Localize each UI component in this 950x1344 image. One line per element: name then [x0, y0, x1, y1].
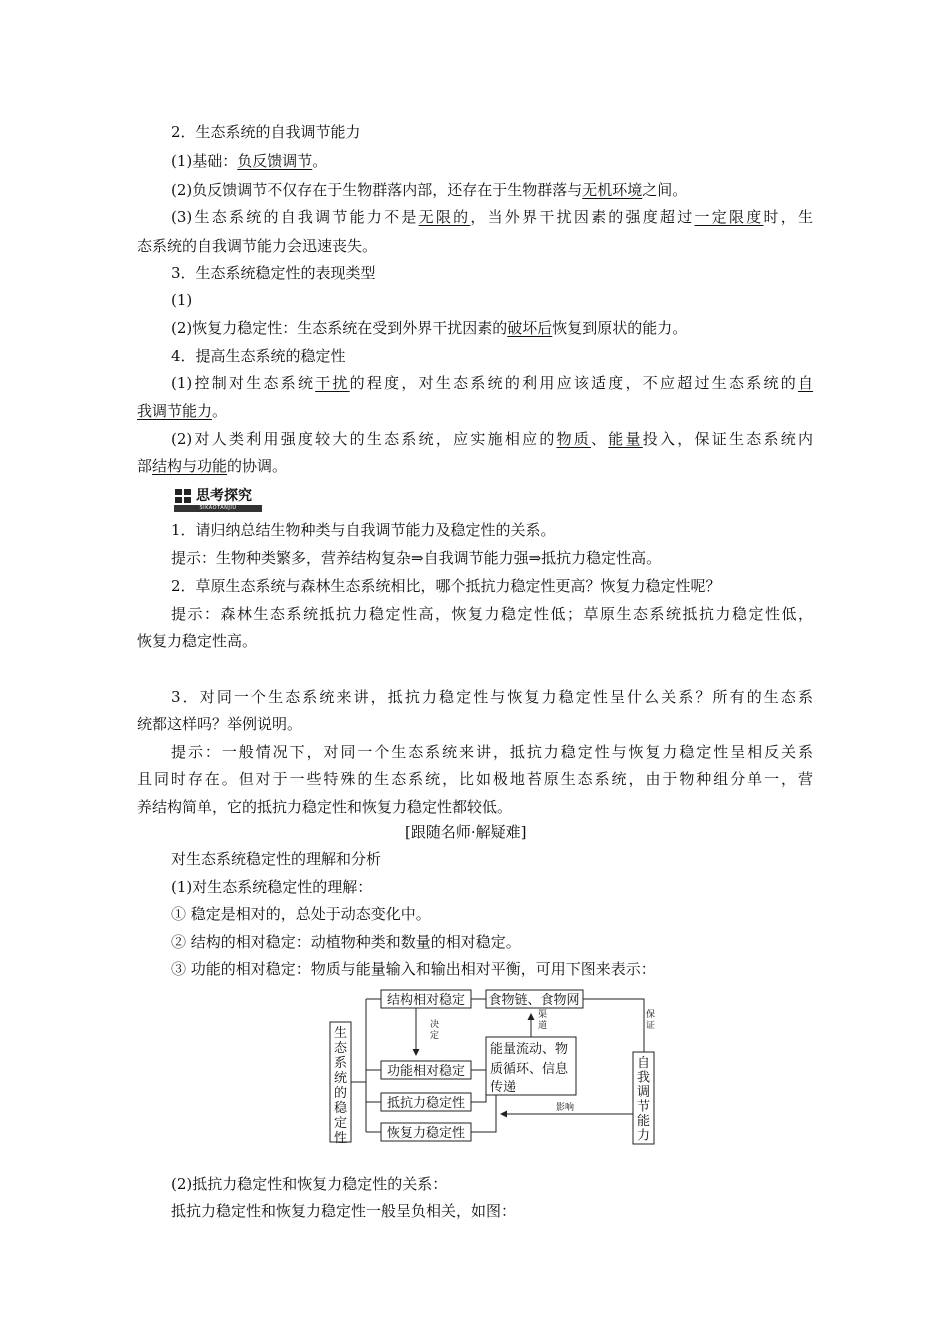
think-a1: 提示：生物种类繁多，营养结构复杂⇒自我调节能力强⇒抵抗力稳定性高。 [171, 549, 662, 567]
think-q1: 1．请归纳总结生物种类与自我调节能力及稳定性的关系。 [171, 521, 556, 539]
right-vertical-text: 自我调节能力 [636, 1056, 651, 1144]
s3-title: 3．生态系统稳定性的表现类型 [171, 264, 376, 282]
think-a3-line1: 提示：一般情况下，对同一个生态系统来讲，抵抗力稳定性与恢复力稳定性呈相反关系 [171, 743, 813, 761]
teacher-title: [跟随名师·解疑难] [405, 823, 527, 841]
decide-label [430, 1018, 439, 1041]
s4-p1-line2: 我调节能力。 [137, 402, 228, 420]
ensure-ch1: 保 [646, 1010, 656, 1020]
teacher-l6: 抵抗力稳定性和恢复力稳定性一般呈负相关，如图： [171, 1202, 517, 1220]
think-a2-line2: 恢复力稳定性高。 [137, 632, 258, 650]
s4-p1-line1: (1)控制对生态系统干扰的程度，对生态系统的利用应该适度，不应超过生态系统的自 [171, 374, 813, 392]
channel-ch1: 渠 [538, 1010, 548, 1020]
s2-p3-line1: (3)生态系统的自我调节能力不是无限的，当外界干扰因素的强度超过一定限度时，生 [171, 208, 813, 226]
stability-diagram [326, 987, 666, 1147]
think-q3-line2: 统都这样吗？举例说明。 [137, 715, 303, 733]
b4-label: 恢复力稳定性 [386, 1126, 466, 1141]
energy-line2: 质循环、信息 [490, 1062, 569, 1077]
s3-p2: (2)恢复力稳定性：生态系统在受到外界干扰因素的破坏后恢复到原状的能力。 [171, 319, 688, 337]
decide-ch2: 定 [430, 1031, 440, 1041]
think-q3-line1: 3．对同一个生态系统来讲，抵抗力稳定性与恢复力稳定性呈什么关系？所有的生态系 [171, 688, 813, 706]
food-label: 食物链、食物网 [488, 993, 580, 1008]
influence-label: 影响 [556, 1103, 575, 1113]
teacher-subtitle: 对生态系统稳定性的理解和分析 [171, 850, 382, 868]
s4-p2-line2: 部结构与功能的协调。 [137, 457, 288, 475]
ensure-ch2: 证 [646, 1021, 656, 1031]
energy-line1: 能量流动、物 [490, 1042, 569, 1057]
think-a3-line3: 养结构简单，它的抵抗力稳定性和恢复力稳定性都较低。 [137, 798, 513, 816]
teacher-l3: ② 结构的相对稳定：动植物种类和数量的相对稳定。 [171, 933, 521, 951]
s4-title: 4．提高生态系统的稳定性 [171, 347, 346, 365]
think-title: 思考探究 [196, 488, 252, 504]
s2-p3-line2: 态系统的自我调节能力会迅速丧失。 [137, 237, 378, 255]
grid-icon [175, 489, 192, 503]
s3-p1: (1) [171, 291, 193, 309]
s2-p2: (2)负反馈调节不仅存在于生物群落内部，还存在于生物群落与无机环境之间。 [171, 181, 688, 199]
think-a2-line1: 提示：森林生态系统抵抗力稳定性高，恢复力稳定性低；草原生态系统抵抗力稳定性低， [171, 605, 813, 623]
teacher-l1: (1)对生态系统稳定性的理解： [171, 878, 373, 896]
think-a3-line2: 且同时存在。但对于一些特殊的生态系统，比如极地苔原生态系统，由于物种组分单一，营 [137, 770, 813, 788]
b3-label: 抵抗力稳定性 [386, 1096, 466, 1111]
s2-title: 2．生态系统的自我调节能力 [171, 123, 361, 141]
think-heading [172, 487, 292, 513]
think-q2: 2．草原生态系统与森林生态系统相比，哪个抵抗力稳定性更高？恢复力稳定性呢？ [171, 577, 721, 595]
right-label [637, 1056, 650, 1144]
teacher-l4: ③ 功能的相对稳定：物质与能量输入和输出相对平衡，可用下图来表示： [171, 960, 656, 978]
think-subtitle: SIKAOTANJIU [174, 505, 262, 512]
s2-p1: (1)基础：负反馈调节。 [171, 152, 328, 170]
channel-label [538, 1009, 547, 1031]
b2-label: 功能相对稳定 [386, 1064, 466, 1079]
left-label-group [334, 1025, 348, 1146]
teacher-l2: ① 稳定是相对的，总处于动态变化中。 [171, 905, 431, 923]
ensure-label [646, 1009, 655, 1031]
teacher-l5: (2)抵抗力稳定性和恢复力稳定性的关系： [171, 1175, 448, 1193]
left-vertical-text: 生态系统的稳定性 [333, 1026, 348, 1146]
decide-ch1: 决 [430, 1020, 440, 1030]
s4-p2-line1: (2)对人类利用强度较大的生态系统，应实施相应的物质、能量投入，保证生态系统内 [171, 430, 813, 448]
channel-ch2: 道 [538, 1021, 548, 1031]
b1-label: 结构相对稳定 [386, 993, 466, 1008]
energy-line3: 传递 [490, 1080, 517, 1095]
